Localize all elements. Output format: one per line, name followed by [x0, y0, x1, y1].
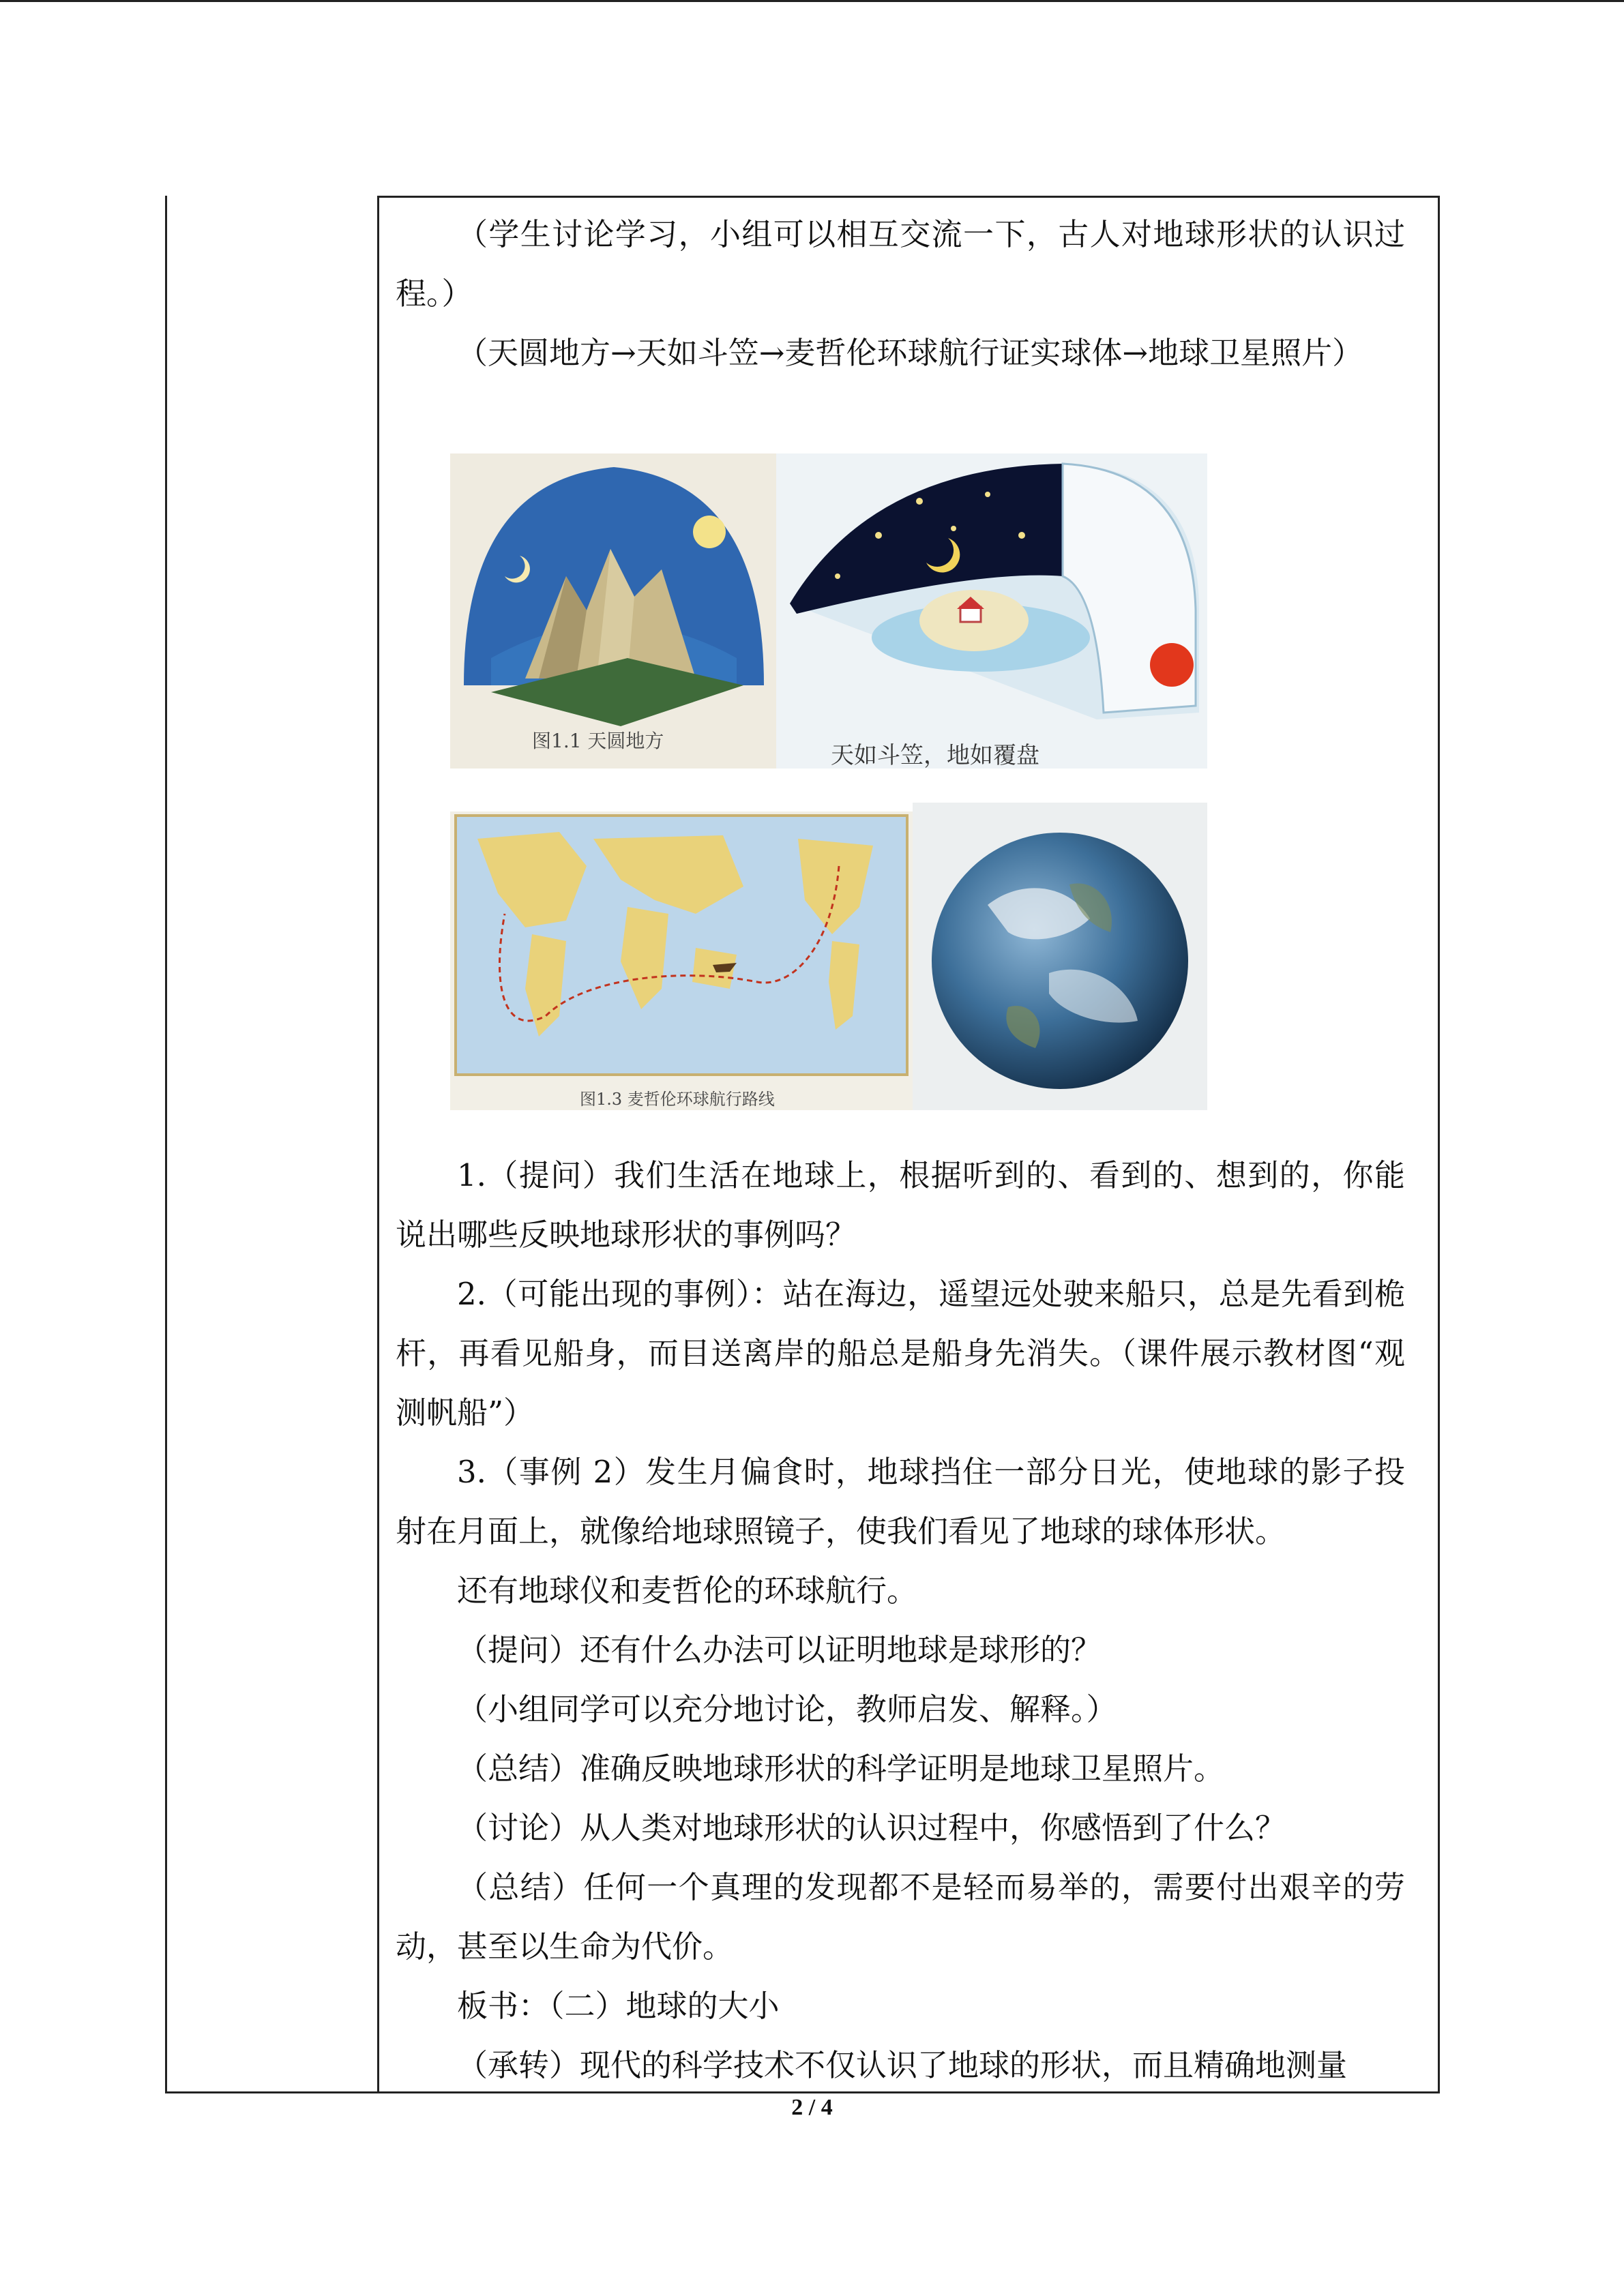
paragraph: （天圆地方→天如斗笠→麦哲伦环球航行证实球体→地球卫星照片）: [457, 335, 1363, 371]
paragraph: （总结）准确反映地球形状的科学证明是地球卫星照片。: [457, 1750, 1225, 1787]
dome-mountain-illustration: [450, 453, 776, 769]
lesson-cell: [396, 205, 1405, 383]
paragraph: （承转）现代的科学技术不仅认识了地球的形状，而且精确地测量: [457, 2047, 1348, 2083]
figure-magellan-route-map: [450, 811, 913, 1110]
paragraph: 2.（可能出现的事例）：站在海边，遥望远处驶来船只，总是先看到桅杆，再看见船身，而目送离岸的船总是船身先消失。（课件展示教材图“观测帆船”）: [396, 1276, 1405, 1431]
figure-caption: 图1.1 天圆地方: [532, 730, 664, 752]
lesson-cell-continued: [396, 1146, 1405, 2095]
paragraph: （小组同学可以充分地讨论，教师启发、解释。）: [457, 1691, 1117, 1727]
table-left-border: [165, 196, 167, 2093]
paragraph: 板书：（二）地球的大小: [457, 1988, 780, 2024]
cell-top-border: [377, 196, 1440, 198]
figure-caption: 图1.3 麦哲伦环球航行路线: [580, 1090, 775, 1109]
paragraph: （总结）任何一个真理的发现都不是轻而易举的，需要付出艰辛的劳动，甚至以生命为代价。: [396, 1869, 1405, 1965]
figure-sky-like-hat: [776, 453, 1207, 769]
figure-earth-satellite-photo: [913, 803, 1207, 1110]
paragraph: （讨论）从人类对地球形状的认识过程中，你感悟到了什么？: [457, 1810, 1286, 1846]
page-number: 2 / 4: [791, 2095, 833, 2120]
table-right-border: [1438, 196, 1440, 2093]
top-border: [0, 0, 1624, 2]
figure-caption: 天如斗笠，地如覆盘: [831, 742, 1039, 769]
table-column-divider: [377, 196, 379, 2093]
paragraph: 还有地球仪和麦哲伦的环球航行。: [457, 1572, 918, 1609]
paragraph: （学生讨论学习，小组可以相互交流一下，古人对地球形状的认识过程。）: [396, 216, 1405, 312]
paragraph: 3.（事例 2）发生月偏食时，地球挡住一部分日光，使地球的影子投射在月面上，就像给地球照镜子，使我们看见了地球的球体形状。: [396, 1454, 1405, 1549]
paragraph: （提问）还有什么办法可以证明地球是球形的？: [457, 1632, 1102, 1668]
world-map-illustration: [450, 811, 913, 1110]
paragraph: 1.（提问）我们生活在地球上，根据听到的、看到的、想到的，你能说出哪些反映地球形状的事例吗？: [396, 1157, 1405, 1253]
figure-heaven-round-earth-square: [450, 453, 776, 769]
dome-night-sky-illustration: [776, 453, 1207, 769]
earth-globe-illustration: [913, 803, 1207, 1110]
